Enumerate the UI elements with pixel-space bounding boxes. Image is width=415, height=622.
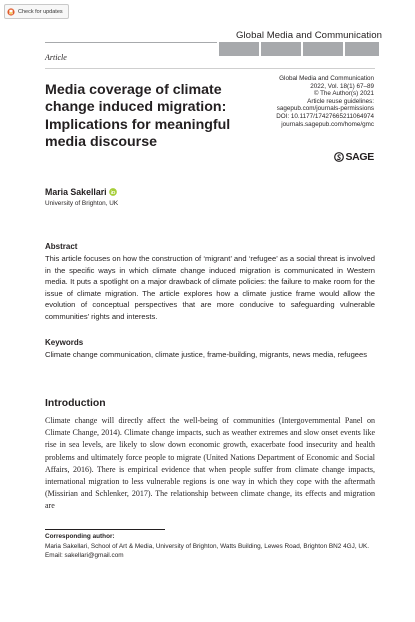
- journal-bar: [261, 42, 301, 56]
- corresponding-author-details: [45, 543, 375, 560]
- journal-bar: [345, 42, 379, 56]
- meta-copyright: © The Author(s) 2021: [313, 90, 374, 98]
- author-affiliation: University of Brighton, UK: [45, 200, 119, 207]
- check-for-updates-button[interactable]: [4, 4, 69, 19]
- svg-text:iD: iD: [110, 190, 116, 196]
- sage-logo-text: SAGE: [345, 151, 374, 163]
- keywords-text: Climate change communication, climate justice, frame-building, migrants, news media, refugees: [45, 350, 368, 359]
- section-rule: [45, 68, 375, 69]
- check-for-updates-label: Check for updates: [18, 8, 63, 15]
- meta-doi-link[interactable]: DOI: 10.1177/17427665211064974: [276, 112, 374, 120]
- journal-bar-strip: [219, 42, 379, 56]
- corresponding-author-address: Maria Sakellari, School of Art & Media, University of Brighton, Watts Building, Lewes Road, Brighton BN2 4GJ, UK.: [45, 543, 370, 550]
- meta-volume: 2022, Vol. 18(1) 67–89: [310, 82, 374, 90]
- meta-journal: Global Media and Communication: [279, 75, 374, 82]
- corresponding-author-email[interactable]: Email: sakellari@gmail.com: [45, 551, 124, 559]
- corresponding-author-heading: Corresponding author:: [45, 533, 115, 540]
- meta-permissions-link[interactable]: sagepub.com/journals-permissions: [276, 105, 374, 113]
- article-title: Media coverage of climate change induced migration: Implications for meaningful media discourse: [45, 82, 231, 151]
- orcid-icon[interactable]: [109, 188, 117, 196]
- abstract-heading: Abstract: [45, 242, 78, 251]
- footnote-rule: [45, 529, 165, 530]
- introduction-heading: Introduction: [45, 398, 106, 409]
- introduction-text: Climate change will directly affect the well-being of communities (Intergovernmental Panel on Climate Change, 2014). Climate change impacts, such as weather extremes and slow onset events like rise in sea levels, are likely to slow down economic growth, exacerbate food insecurity and health problems and ultimately force people to migrate (United Nations Department of Economic and Social Affairs, 2016). There is empirical evidence that when people suffer from climate change impacts, international migration to less vulnerable regions is one way in which they cope with the aftermath (Missirian and Schlenker, 2017). The relationship between climate change, its effects and migration are: [45, 416, 375, 511]
- author-name[interactable]: Maria Sakellari: [45, 187, 107, 197]
- check-for-updates-icon: [7, 8, 15, 16]
- abstract-text: This article focuses on how the construction of ‘migrant’ and ‘refugee’ as a social threat is involved in the specific ways in which climate change induced migration is communicated in Western media. It puts a spotlight on a major drawback of climate policies: the failure to make room for the issue of climate migration. The article explores how a climate justice frame would allow the evolution of conceptual perspectives that are more conducive to safeguarding vulnerable communities’ rights and interests.: [45, 254, 375, 321]
- journal-bar: [303, 42, 343, 56]
- author-name-row: [45, 187, 117, 197]
- meta-reuse-label: Article reuse guidelines:: [307, 97, 374, 105]
- journal-bar: [219, 42, 259, 56]
- journal-name: Global Media and Communication: [235, 30, 382, 41]
- keywords-heading: Keywords: [45, 338, 84, 347]
- sage-logo: [334, 151, 374, 163]
- article-type: Article: [45, 53, 67, 62]
- sage-logo-icon: [334, 152, 344, 162]
- article-meta: [224, 75, 374, 128]
- meta-journal-link[interactable]: journals.sagepub.com/home/gmc: [281, 120, 374, 128]
- header-rule: [45, 42, 217, 43]
